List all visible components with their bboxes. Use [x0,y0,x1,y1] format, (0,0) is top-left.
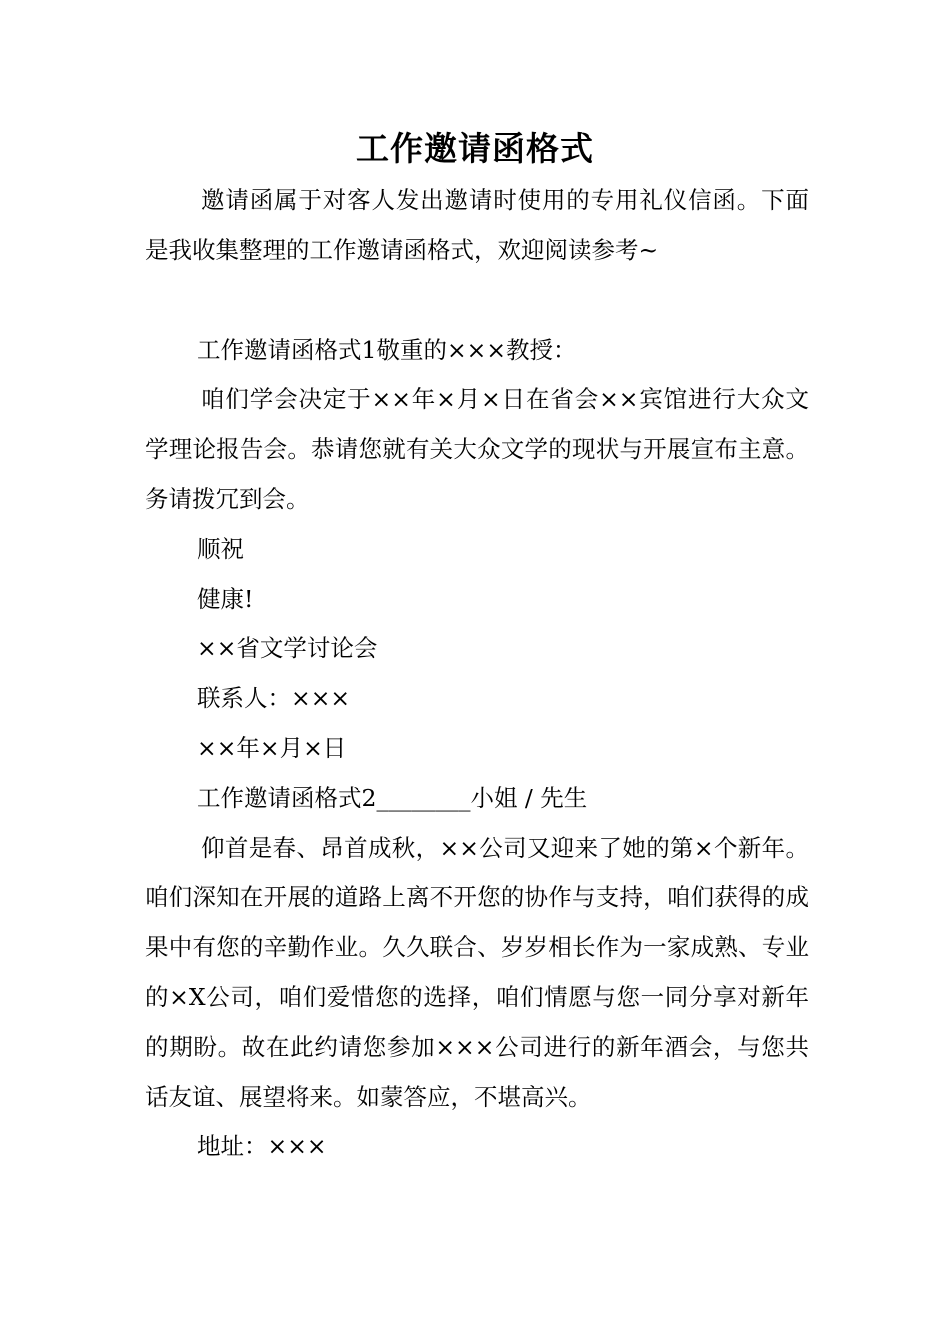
document-title: 工作邀请函格式 [356,129,594,168]
letter2-heading: 工作邀请函格式2________小姐 / 先生 [197,783,588,812]
letter1-closing-2: 健康! [197,584,254,613]
paragraph-gap [145,276,809,326]
letter1-closing-1: 顺祝 [197,534,244,563]
document-body [145,176,809,1172]
letter1-heading: 工作邀请函格式1敬重的×××教授： [197,335,577,364]
intro-paragraph: 邀请函属于对客人发出邀请时使用的专用礼仪信函。下面是我收集整理的工作邀请函格式，欢迎阅读参考~ [145,186,809,264]
letter2-body: 仰首是春、昂首成秋，××公司又迎来了她的第×个新年。咱们深知在开展的道路上离不开您的协作与支持，咱们获得的成果中有您的辛勤作业。久久联合、岁岁相长作为一家成熟、专业的×X公司，咱们爱惜您的选择，咱们情愿与您一同分享对新年的期盼。故在此约请您参加×××公司进行的新年酒会，与您共话友谊、展望将来。如蒙答应，不堪高兴。 [145,833,809,1111]
letter2-address: 地址：××× [197,1132,327,1161]
letter1-contact: 联系人：××× [197,684,351,713]
letter1-date: ××年×月×日 [197,733,347,762]
letter1-body: 咱们学会决定于××年×月×日在省会××宾馆进行大众文学理论报告会。恭请您就有关大众文学的现状与开展宣布主意。务请拨冗到会。 [145,385,809,513]
letter1-organization: ××省文学讨论会 [197,634,378,663]
